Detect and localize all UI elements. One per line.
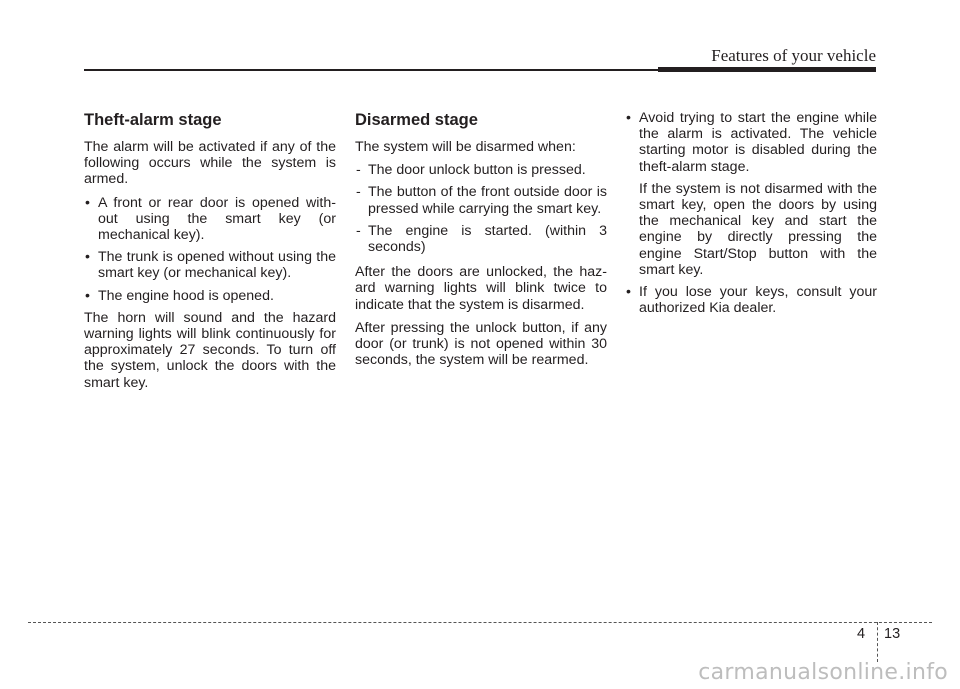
theft-alarm-conditions-list (84, 195, 336, 304)
footer-divider (877, 622, 878, 662)
disarmed-paragraph-2: After pressing the unlock button, if any door (or trunk) is not opened within 30 seconds, the system will be rearmed. (355, 319, 607, 369)
theft-alarm-heading: Theft-alarm stage (84, 111, 222, 129)
list-item: - The button of the front outside door is pressed while carrying the smart key. (355, 184, 607, 216)
column-theft-alarm (84, 110, 336, 398)
disarmed-intro: The system will be disarmed when: (355, 139, 576, 155)
disarmed-conditions-list (355, 162, 607, 255)
list-item: • The engine hood is opened. (84, 288, 336, 304)
chapter-number: 4 (857, 626, 866, 642)
list-item: - The engine is started. (within 3 seconds) (355, 223, 607, 255)
page-number: 13 (884, 626, 901, 642)
column-notes (625, 110, 877, 322)
column-disarmed (355, 110, 607, 375)
header-rule-accent (658, 67, 876, 72)
disarmed-paragraph-1: After the doors are unlocked, the haz-ard warning lights will blink twice to indicate that the system is disarmed. (355, 264, 607, 313)
list-item: • A front or rear door is opened with-out using the smart key (or mechanical key). (84, 195, 336, 244)
note-avoid-start: Avoid trying to start the engine while the alarm is activated. The vehicle starting motor is disabled during the theft-alarm stage. (639, 110, 877, 175)
list-item: • If you lose your keys, consult your authorized Kia dealer. (625, 284, 877, 316)
theft-alarm-intro: The alarm will be activated if any of the following occurs while the system is armed. (84, 139, 336, 188)
list-item (625, 110, 877, 278)
watermark: carmanualsonline.info (698, 660, 948, 685)
note-avoid-start-sub: If the system is not disarmed with the smart key, open the doors by using the mechanical key and start the engine by directly pressing the engine Start/Stop button with the smart key. (639, 180, 877, 278)
list-item: - The door unlock button is pressed. (355, 162, 607, 178)
footer-rule (28, 622, 932, 623)
disarmed-heading: Disarmed stage (355, 111, 478, 129)
theft-alarm-outro: The horn will sound and the hazard warning lights will blink continuously for approximately 27 seconds. To turn off the system, unlock the doors with the smart key. (84, 309, 336, 391)
section-header-title: Features of your vehicle (711, 46, 876, 65)
list-item: • The trunk is opened without using the smart key (or mechanical key). (84, 249, 336, 281)
notes-list (625, 110, 877, 316)
